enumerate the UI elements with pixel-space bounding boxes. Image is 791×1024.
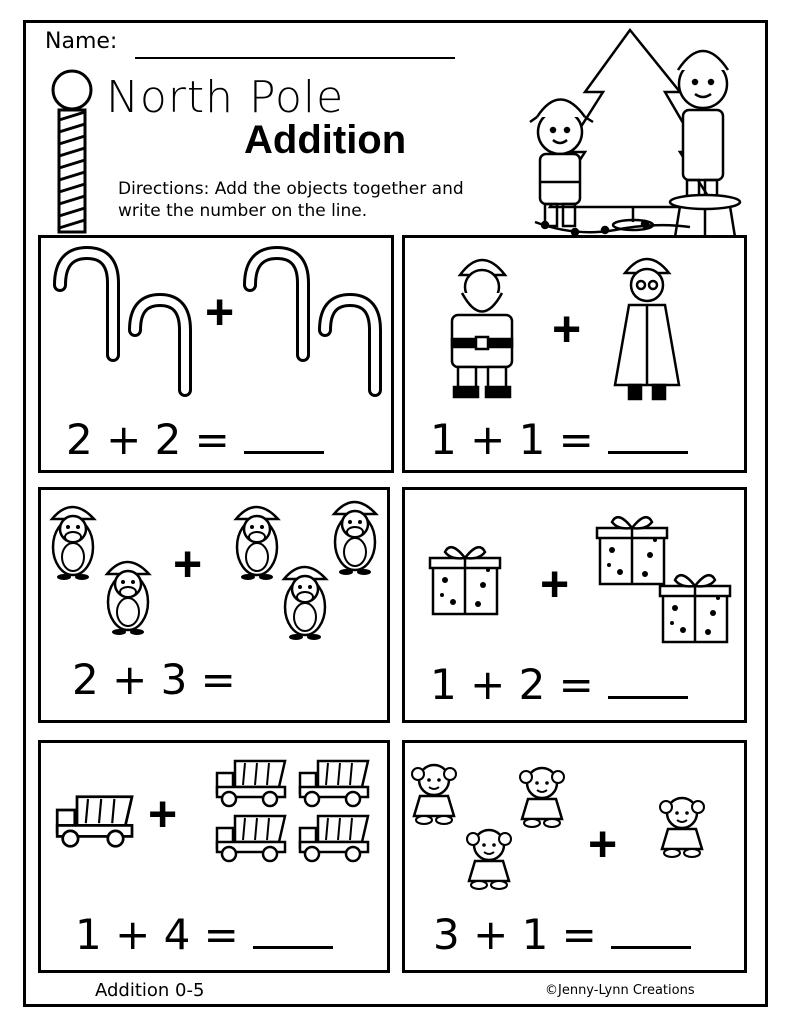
plus-sign-2: +	[552, 301, 582, 357]
plus-sign-6: +	[588, 816, 618, 872]
north-pole-icon	[48, 68, 98, 238]
name-label: Name:	[45, 29, 118, 54]
title-addition: Addition	[244, 118, 407, 162]
footer-title: Addition 0-5	[95, 980, 205, 1001]
equation-6	[433, 910, 691, 959]
equation-text: 1 + 1 =	[430, 415, 594, 464]
plus-sign-1: +	[205, 284, 235, 340]
dump-truck-icon	[55, 748, 375, 873]
plus-sign-4: +	[540, 556, 570, 612]
answer-blank-2[interactable]	[608, 441, 688, 454]
name-input-line[interactable]	[135, 57, 455, 59]
doll-icon	[410, 755, 730, 905]
answer-blank-6[interactable]	[611, 936, 691, 949]
title-north-pole: North Pole	[106, 72, 345, 123]
answer-blank-4[interactable]	[608, 686, 688, 699]
equation-1	[66, 415, 324, 464]
gift-box-icon	[425, 500, 735, 645]
equation-5	[75, 910, 333, 959]
plus-sign-3: +	[173, 536, 203, 592]
equation-text: 2 + 2 =	[66, 415, 230, 464]
equation-text: 1 + 4 =	[75, 910, 239, 959]
equation-4	[430, 660, 688, 709]
equation-2	[430, 415, 688, 464]
santa-icon	[440, 245, 525, 400]
answer-blank-1[interactable]	[244, 441, 324, 454]
equation-3	[72, 655, 236, 704]
penguin-icon	[45, 492, 385, 642]
footer-copyright: ©Jenny-Lynn Creations	[545, 983, 695, 998]
answer-blank-5[interactable]	[253, 936, 333, 949]
equation-text: 3 + 1 =	[433, 910, 597, 959]
mrs-claus-icon	[607, 245, 687, 405]
directions-text: Directions: Add the objects together and write the number on the line.	[118, 179, 464, 221]
elves-tree-illustration	[515, 22, 750, 244]
equation-text: 1 + 2 =	[430, 660, 594, 709]
plus-sign-5: +	[148, 786, 178, 842]
equation-text: 2 + 3 =	[72, 655, 236, 704]
